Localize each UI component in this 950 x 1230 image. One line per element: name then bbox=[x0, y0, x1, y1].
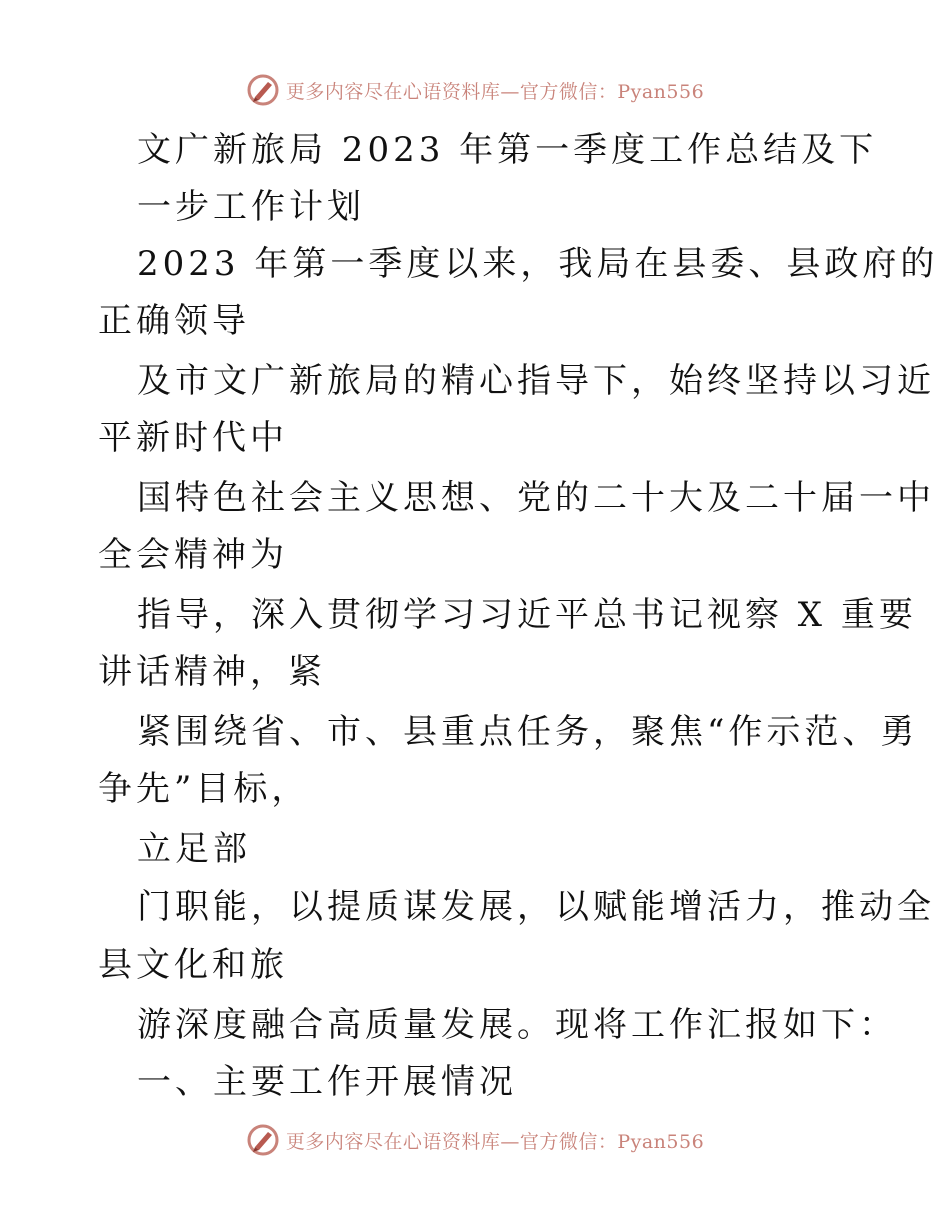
paragraph-line: 平新时代中 bbox=[98, 418, 288, 458]
watermark-text: 更多内容尽在心语资料库—官方微信：Pyan556 bbox=[285, 1130, 705, 1153]
paragraph-line: 游深度融合高质量发展。现将工作汇报如下： bbox=[137, 1005, 897, 1045]
paragraph-line: 指导，深入贯彻学习习近平总书记视察 X 重要 bbox=[137, 595, 917, 635]
paragraph-line: 立足部 bbox=[137, 829, 251, 869]
watermark-footer bbox=[0, 1120, 950, 1160]
paragraph-line: 讲话精神，紧 bbox=[98, 652, 326, 692]
title-line-2: 一步工作计划 bbox=[137, 187, 365, 227]
paragraph-line: 正确领导 bbox=[98, 301, 250, 341]
paragraph-line: 紧围绕省、市、县重点任务，聚焦“作示范、勇 bbox=[137, 712, 919, 752]
watermark-header bbox=[0, 70, 950, 110]
section-heading: 一、主要工作开展情况 bbox=[137, 1062, 517, 1102]
watermark-text: 更多内容尽在心语资料库—官方微信：Pyan556 bbox=[285, 80, 705, 103]
pen-seal-icon bbox=[246, 73, 280, 107]
title-line-1: 文广新旅局 2023 年第一季度工作总结及下 bbox=[137, 130, 878, 170]
paragraph-line: 2023 年第一季度以来，我局在县委、县政府的 bbox=[137, 244, 939, 284]
paragraph-line: 全会精神为 bbox=[98, 535, 288, 575]
paragraph-line: 争先”目标， bbox=[98, 769, 310, 809]
paragraph-line: 及市文广新旅局的精心指导下，始终坚持以习近 bbox=[137, 361, 935, 401]
paragraph-line: 国特色社会主义思想、党的二十大及二十届一中 bbox=[137, 478, 935, 518]
paragraph-line: 门职能，以提质谋发展，以赋能增活力，推动全 bbox=[137, 887, 935, 927]
pen-seal-icon bbox=[246, 1123, 280, 1157]
paragraph-line: 县文化和旅 bbox=[98, 945, 288, 985]
